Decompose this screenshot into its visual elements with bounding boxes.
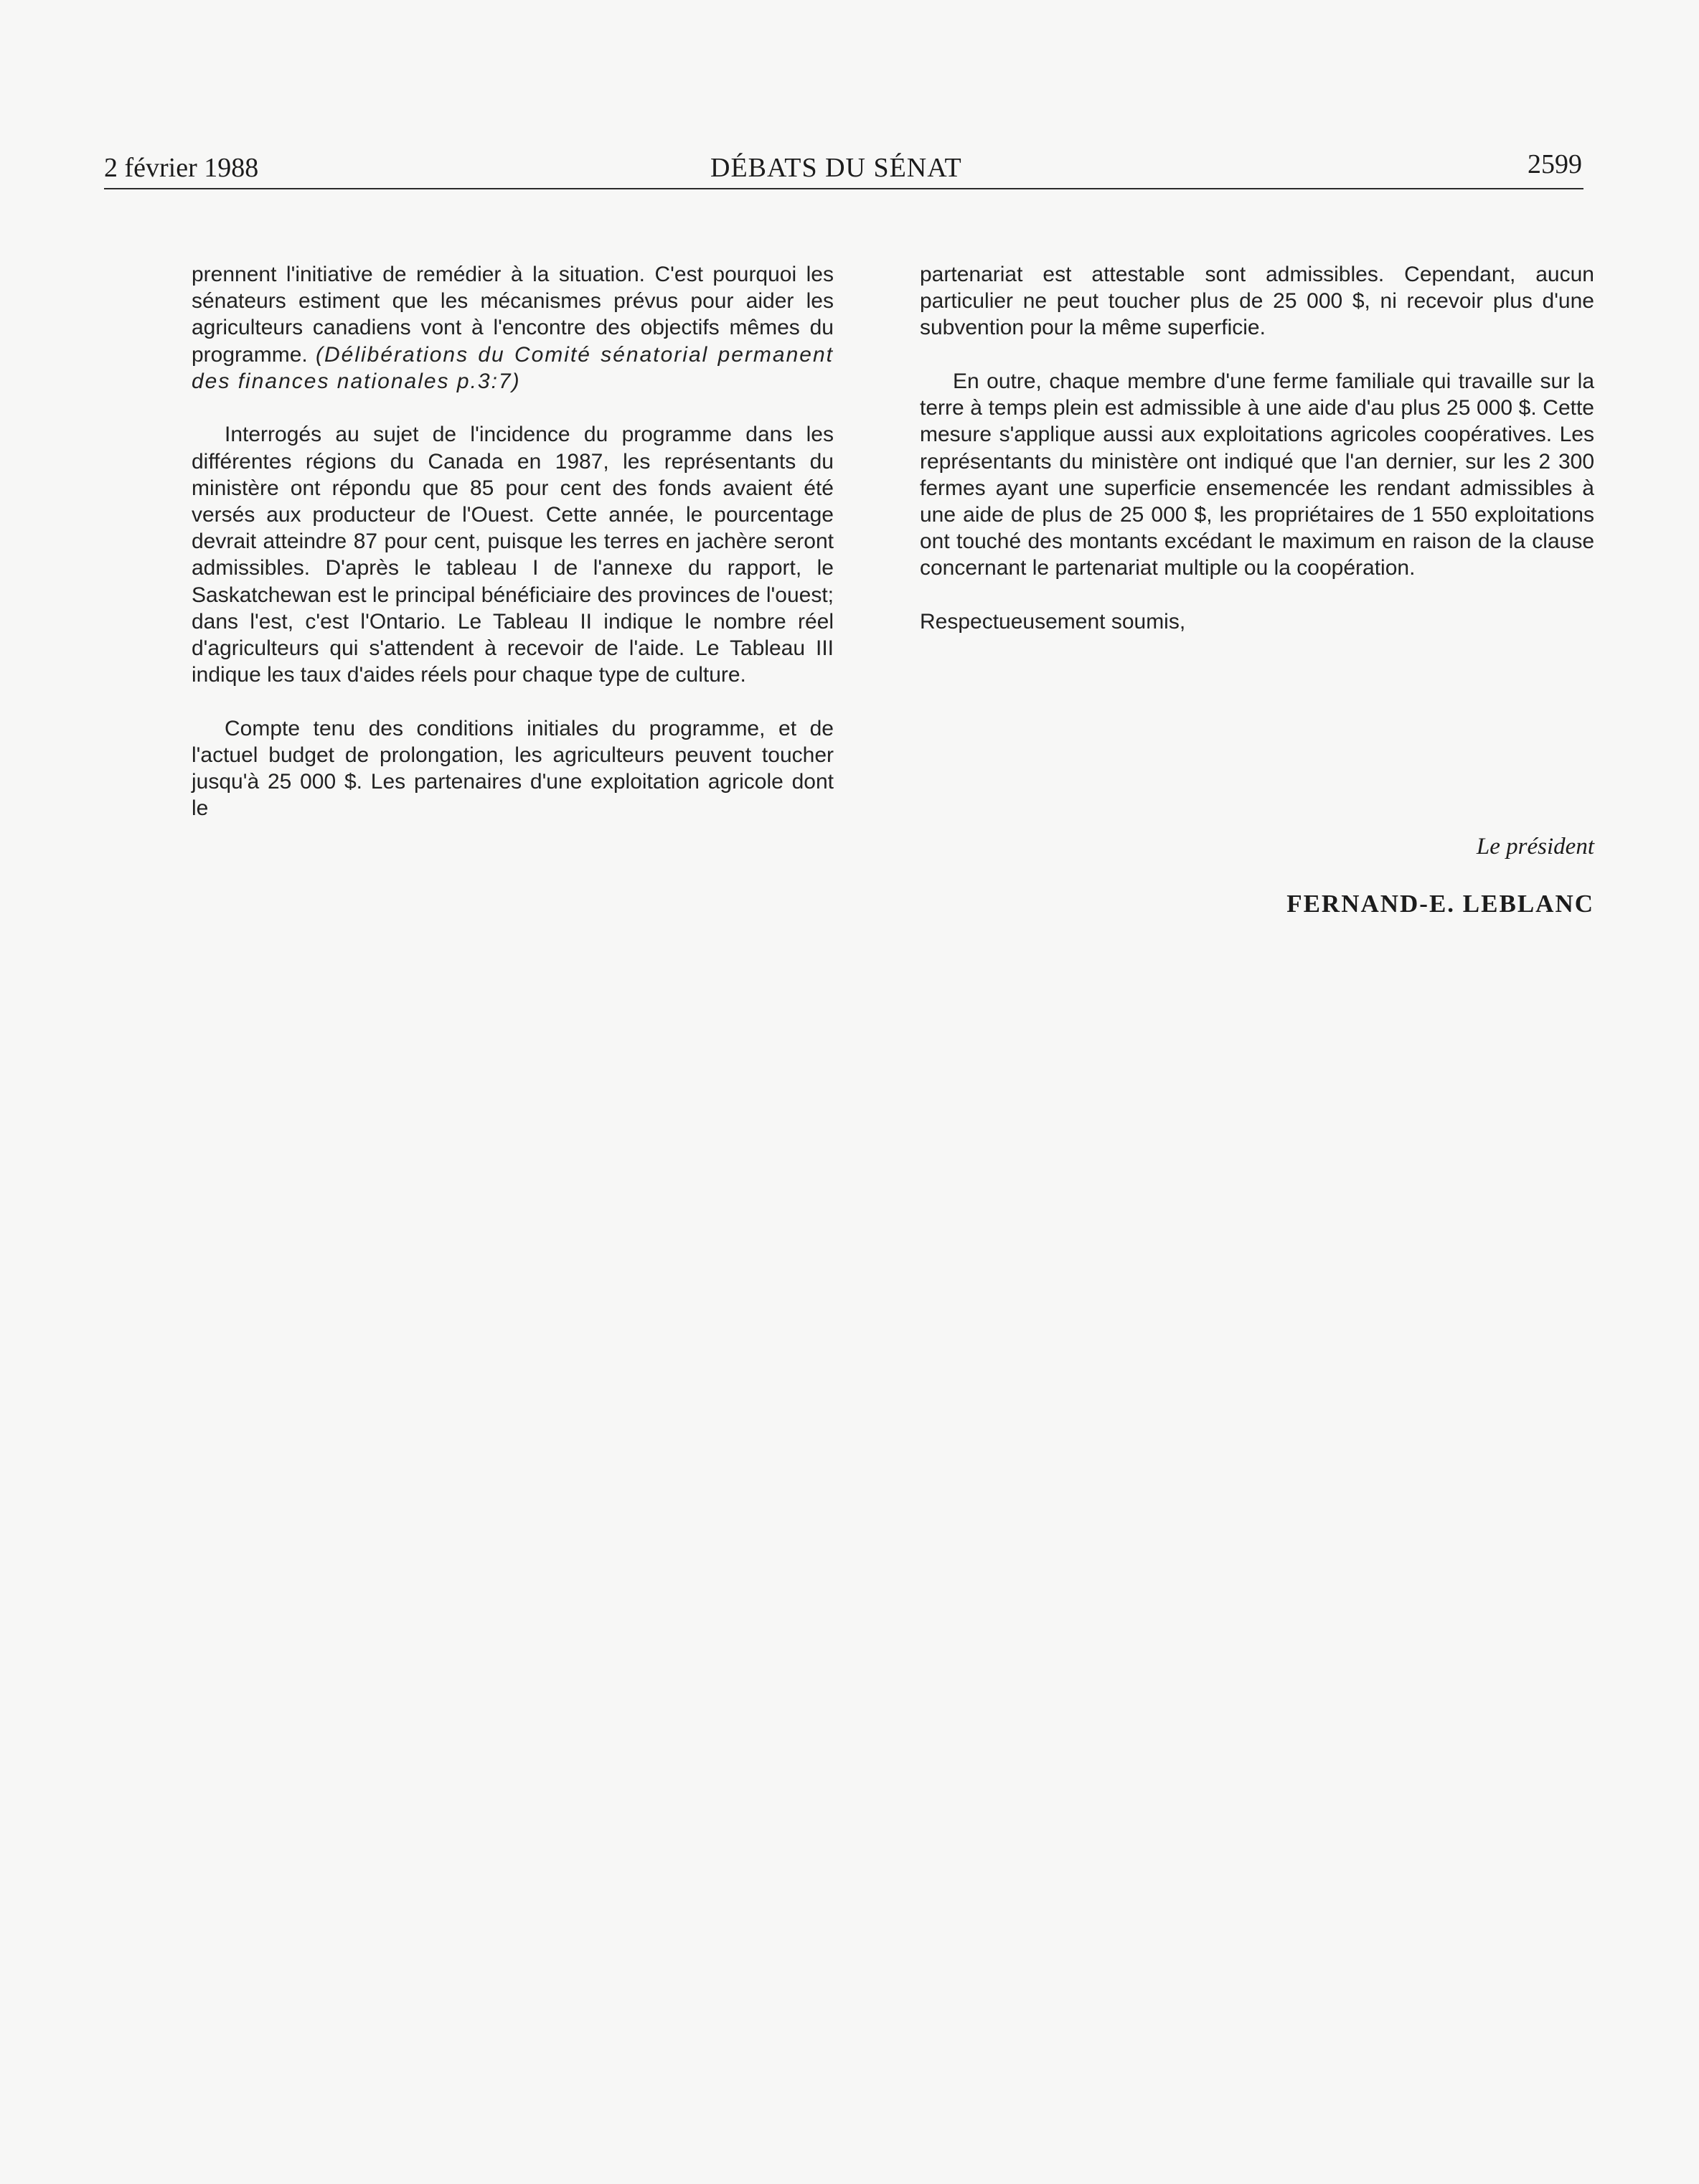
right-paragraph-1: partenariat est attestable sont admissibles. Cependant, aucun particulier ne peut toucher plus de 25 000 $, ni recevoir plus d'une subvention pour la même superficie. [920,263,1594,340]
left-paragraph-1-text: prennent l'initiative de remédier à la situation. C'est pourquoi les sénateurs estiment que les mécanismes prévus pour aider les agriculteurs canadiens vont à l'encontre des objectifs mêmes du programme. [192,263,834,367]
header-title: DÉBATS DU SÉNAT [710,153,962,183]
left-paragraph-3: Compte tenu des conditions initiales du programme, et de l'actuel budget de prolongation, les agriculteurs peuvent toucher jusqu'à 25 000 $. Les partenaires d'une exploitation agricole dont le [192,716,834,821]
page-number: 2599 [1528,149,1582,179]
left-paragraph-2: Interrogés au sujet de l'incidence du programme dans les différentes régions du Canada en 1987, les représentants du ministère ont répondu que 85 pour cent des fonds avaient été versés aux producteur de l'Ouest. Cette année, le pourcentage devrait atteindre 87 pour cent, puisque les terres en jachère seront admissibles. D'après le tableau I de l'annexe du rapport, le Saskatchewan est le principal bénéficiaire des provinces de l'ouest; dans l'est, c'est l'Ontario. Le Tableau II indique le nombre réel d'agriculteurs qui s'attendent à recevoir de l'aide. Le Tableau III indique les taux d'aides réels pour chaque type de culture. [192,423,834,687]
right-paragraph-2: En outre, chaque membre d'une ferme familiale qui travaille sur la terre à temps plein est admissible à une aide d'au plus 25 000 $. Cette mesure s'applique aussi aux exploitations agricoles coopératives. Les représentants du ministère ont indiqué que l'an dernier, sur les 2 300 fermes ayant une superficie ensemencée les rendant admissibles à une aide de plus de 25 000 $, les propriétaires de 1 550 exploitations ont touché des montants excédant le maximum en raison de la clause concernant le partenariat multiple ou la coopération. [920,370,1594,580]
closing-line: Respectueusement soumis, [920,610,1186,634]
right-column [920,261,1594,662]
left-column [192,261,834,849]
header-date: 2 février 1988 [104,153,259,183]
committee-citation: (Délibérations du Comité sénatorial permanent des finances nationales p.3:7) [192,342,834,393]
signature-name: FERNAND-E. LEBLANC [1286,890,1594,918]
left-paragraph-1 [192,261,834,395]
header-rule [104,188,1583,189]
signature-role: Le président [1476,834,1594,860]
